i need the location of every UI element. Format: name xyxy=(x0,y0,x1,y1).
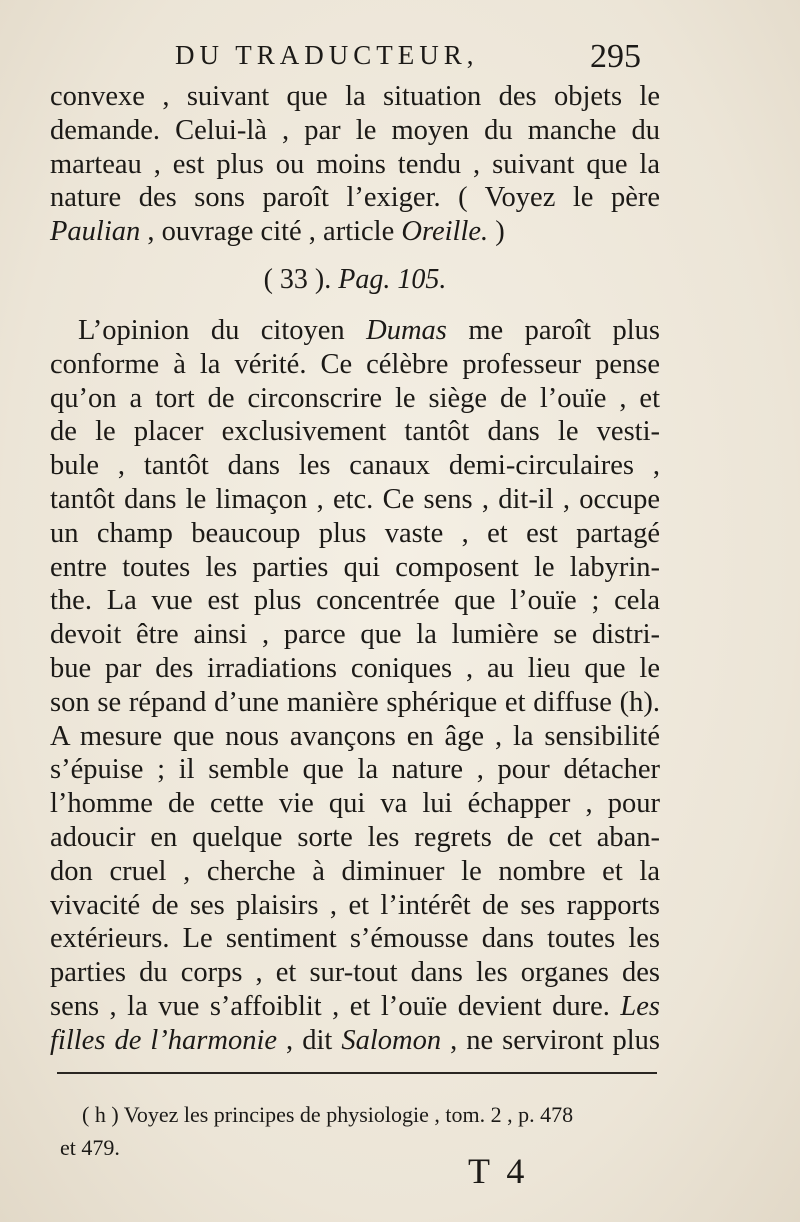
text-line: qu’on a tort de circonscrire le siège de l’ouïe , et xyxy=(50,382,660,414)
text-line: son se répand d’une manière sphérique et diffuse (h). xyxy=(50,686,660,718)
text-line: un champ beaucoup plus vaste , et est partagé xyxy=(50,517,660,549)
text-line: entre toutes les parties qui composent le labyrin- xyxy=(50,551,660,583)
person-name: Dumas xyxy=(366,314,447,346)
text-line: s’épuise ; il semble que la nature , pour détacher xyxy=(50,754,660,786)
article-ref: Oreille. xyxy=(401,216,489,248)
text-line: don cruel , cherche à diminuer le nombre et la xyxy=(50,855,660,887)
text-line: demande. Celui-là , par le moyen du manche du xyxy=(50,114,660,146)
page-ref: Pag. 105. xyxy=(338,263,447,295)
footnote-text: Voyez les principes de physiologie , tom. 2 , p. 478 xyxy=(123,1102,574,1127)
text-line: marteau , est plus ou moins tendu , suivant que la xyxy=(50,148,660,180)
text-line: extérieurs. Le sentiment s’émousse dans toutes les xyxy=(50,923,660,955)
text-line xyxy=(50,215,660,249)
text-line: tantôt dans le limaçon , etc. Ce sens , dit-il , occupe xyxy=(50,483,660,515)
text-line: convexe , suivant que la situation des objets le xyxy=(50,81,660,112)
text-fragment: L’opinion du citoyen xyxy=(78,314,345,346)
text-line: adoucir en quelque sorte les regrets de cet aban- xyxy=(50,821,660,853)
signature-mark: T 4 xyxy=(468,1151,529,1191)
text-fragment: ) xyxy=(495,216,505,248)
person-name: Salomon xyxy=(341,1024,442,1056)
text-fragment: , ouvrage cité , article xyxy=(147,216,395,248)
body-text xyxy=(50,80,660,1058)
footnote-line: et 479. xyxy=(60,1135,120,1160)
text-line: de le placer exclusivement tantôt dans le vesti- xyxy=(50,416,660,448)
text-line xyxy=(50,1024,660,1058)
person-name: Paulian xyxy=(50,216,141,248)
text-line xyxy=(50,990,660,1024)
text-line xyxy=(50,314,660,348)
text-line: l’homme de cette vie qui va lui échapper , pour xyxy=(50,788,660,820)
footnote xyxy=(60,1098,660,1164)
running-head xyxy=(0,40,800,80)
text-line: conforme à la vérité. Ce célèbre professeur pense xyxy=(50,348,660,380)
text-line: the. La vue est plus concentrée que l’ouïe ; cela xyxy=(50,585,660,617)
text-line: bue par des irradiations coniques , au lieu que le xyxy=(50,652,660,684)
text-line: devoit être ainsi , parce que la lumière se distri- xyxy=(50,619,660,651)
text-line: nature des sons paroît l’exiger. ( Voyez le père xyxy=(50,182,660,214)
footnote-marker: ( h ) xyxy=(82,1102,119,1127)
text-fragment: , dit xyxy=(286,1024,333,1056)
text-fragment: sens , la vue s’affoiblit , et l’ouïe devient dure. xyxy=(50,990,610,1022)
running-title: DU TRADUCTEUR, xyxy=(175,40,479,70)
text-fragment: , ne serviront plus xyxy=(450,1024,661,1056)
page-number: 295 xyxy=(590,38,641,75)
section-heading xyxy=(50,253,660,306)
footnote-divider xyxy=(57,1072,657,1074)
italic-fragment: filles de l’harmonie xyxy=(50,1024,278,1056)
italic-fragment: Les xyxy=(620,990,660,1022)
note-number: ( 33 ). xyxy=(263,263,332,295)
text-fragment: me paroît plus xyxy=(468,314,661,346)
text-line: bule , tantôt dans les canaux demi-circulaires , xyxy=(50,450,660,482)
text-line: parties du corps , et sur-tout dans les organes des xyxy=(50,957,660,989)
text-line: vivacité de ses plaisirs , et l’intérêt de ses rapports xyxy=(50,889,660,921)
footnote-line xyxy=(60,1098,660,1131)
text-line: A mesure que nous avançons en âge , la sensibilité xyxy=(50,720,660,752)
